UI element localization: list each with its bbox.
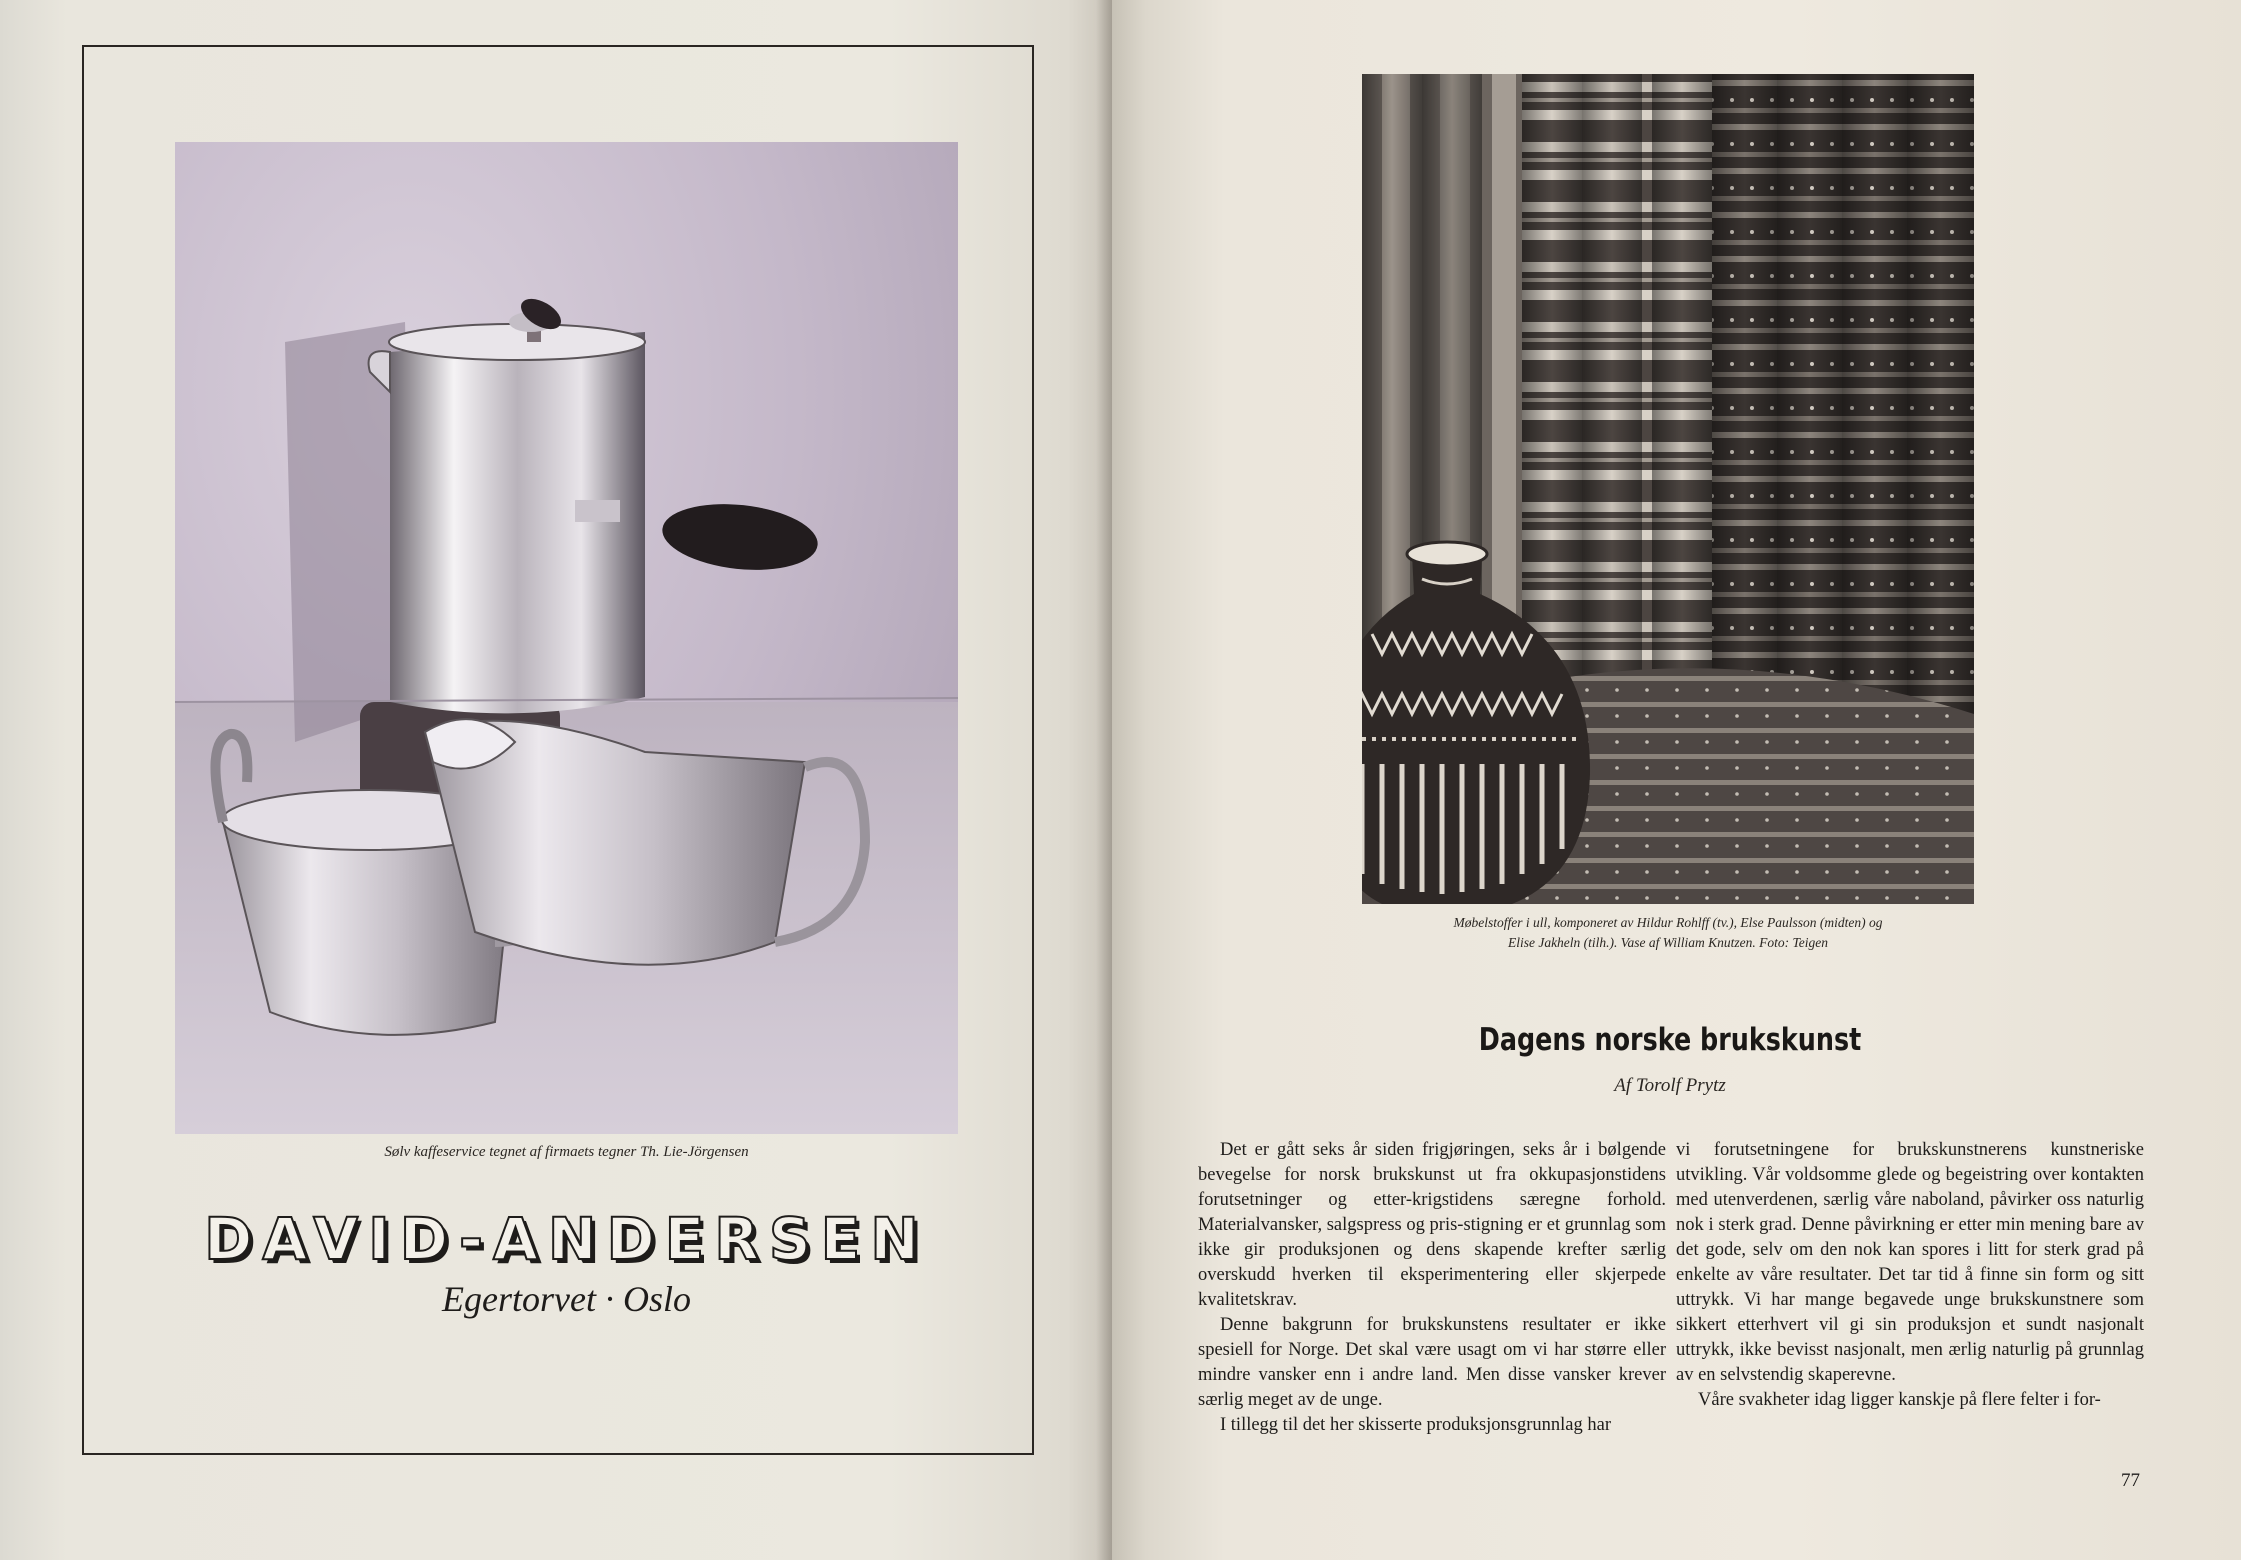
paragraph: vi forutsetningene for brukskunstnerens kunstneriske utvikling. Vår voldsomme glede og begeistring over kontakten med utenverdenen, særlig våre naboland, påvirker oss naturlig nok i sterk grad. Denne påvirkning er etter min mening bare av det gode, selv om den nok kan spores i litt for sterk grad på enkelte av våre resultater. Det tar tid å finne sin form og sitt uttrykk. Vi har mange begavede unge brukskunstnere som sikkert etterhvert vil gi sin produksjon et sundt nasjonalt uttrykk, ikke bevisst nasjonalt, men ærlig naturlig på grunnlag av en selvstendig skaperevne. — [1676, 1140, 2144, 1385]
article-byline: Af Torolf Prytz — [1614, 1075, 1726, 1096]
article-photo-caption — [1362, 913, 1974, 953]
caption-line-2: Elise Jakheln (tilh.). Vase af William Knutzen. Foto: Teigen — [1507, 935, 1829, 950]
coffee-service-photo — [175, 142, 958, 1134]
article-column-2 — [1676, 1138, 2144, 1413]
paragraph: Denne bakgrunn for brukskunstens resultater er ikke spesiell for Norge. Det skal være usagt om vi har større eller mindre vansker enn i andre land. Men disse vansker krever særlig meget av de unge. — [1198, 1315, 1666, 1410]
textiles-vase-illustration — [1362, 74, 1974, 904]
brand-logo-text: DAVID-ANDERSEN — [204, 1205, 929, 1273]
brand-location: Egertorvet · Oslo — [442, 1279, 691, 1319]
caption-line-1: Møbelstoffer i ull, komponeret av Hildur Rohlff (tv.), Else Paulsson (midten) og — [1453, 915, 1883, 930]
textiles-vase-photo — [1362, 74, 1974, 904]
ad-photo-caption: Sølv kaffeservice tegnet af firmaets tegner Th. Lie-Jörgensen — [384, 1144, 749, 1160]
paragraph: Våre svakheter idag ligger kanskje på flere felter i for- — [1698, 1390, 2101, 1410]
page-number: 77 — [2121, 1470, 2140, 1491]
article-column-1 — [1198, 1138, 1666, 1438]
silver-coffee-service-illustration — [175, 142, 958, 1134]
paragraph: Det er gått seks år siden frigjøringen, seks år i bølgende bevegelse for norsk brukskunst ut fra okkupasjonstidens forutsetninger og etter-krigstidens særegne forhold. Materialvansker, salgspress og pris-stigning er et grunnlag som ikke gir produksjonen og dens skapende krefter særlig overskudd hverken til eksperimentering eller skjerpede kvalitetskrav. — [1198, 1140, 1666, 1310]
article-title: Dagens norske brukskunst — [1478, 1022, 1862, 1058]
paragraph: I tillegg til det her skisserte produksjonsgrunnlag har — [1220, 1415, 1611, 1435]
left-page — [0, 0, 1112, 1560]
